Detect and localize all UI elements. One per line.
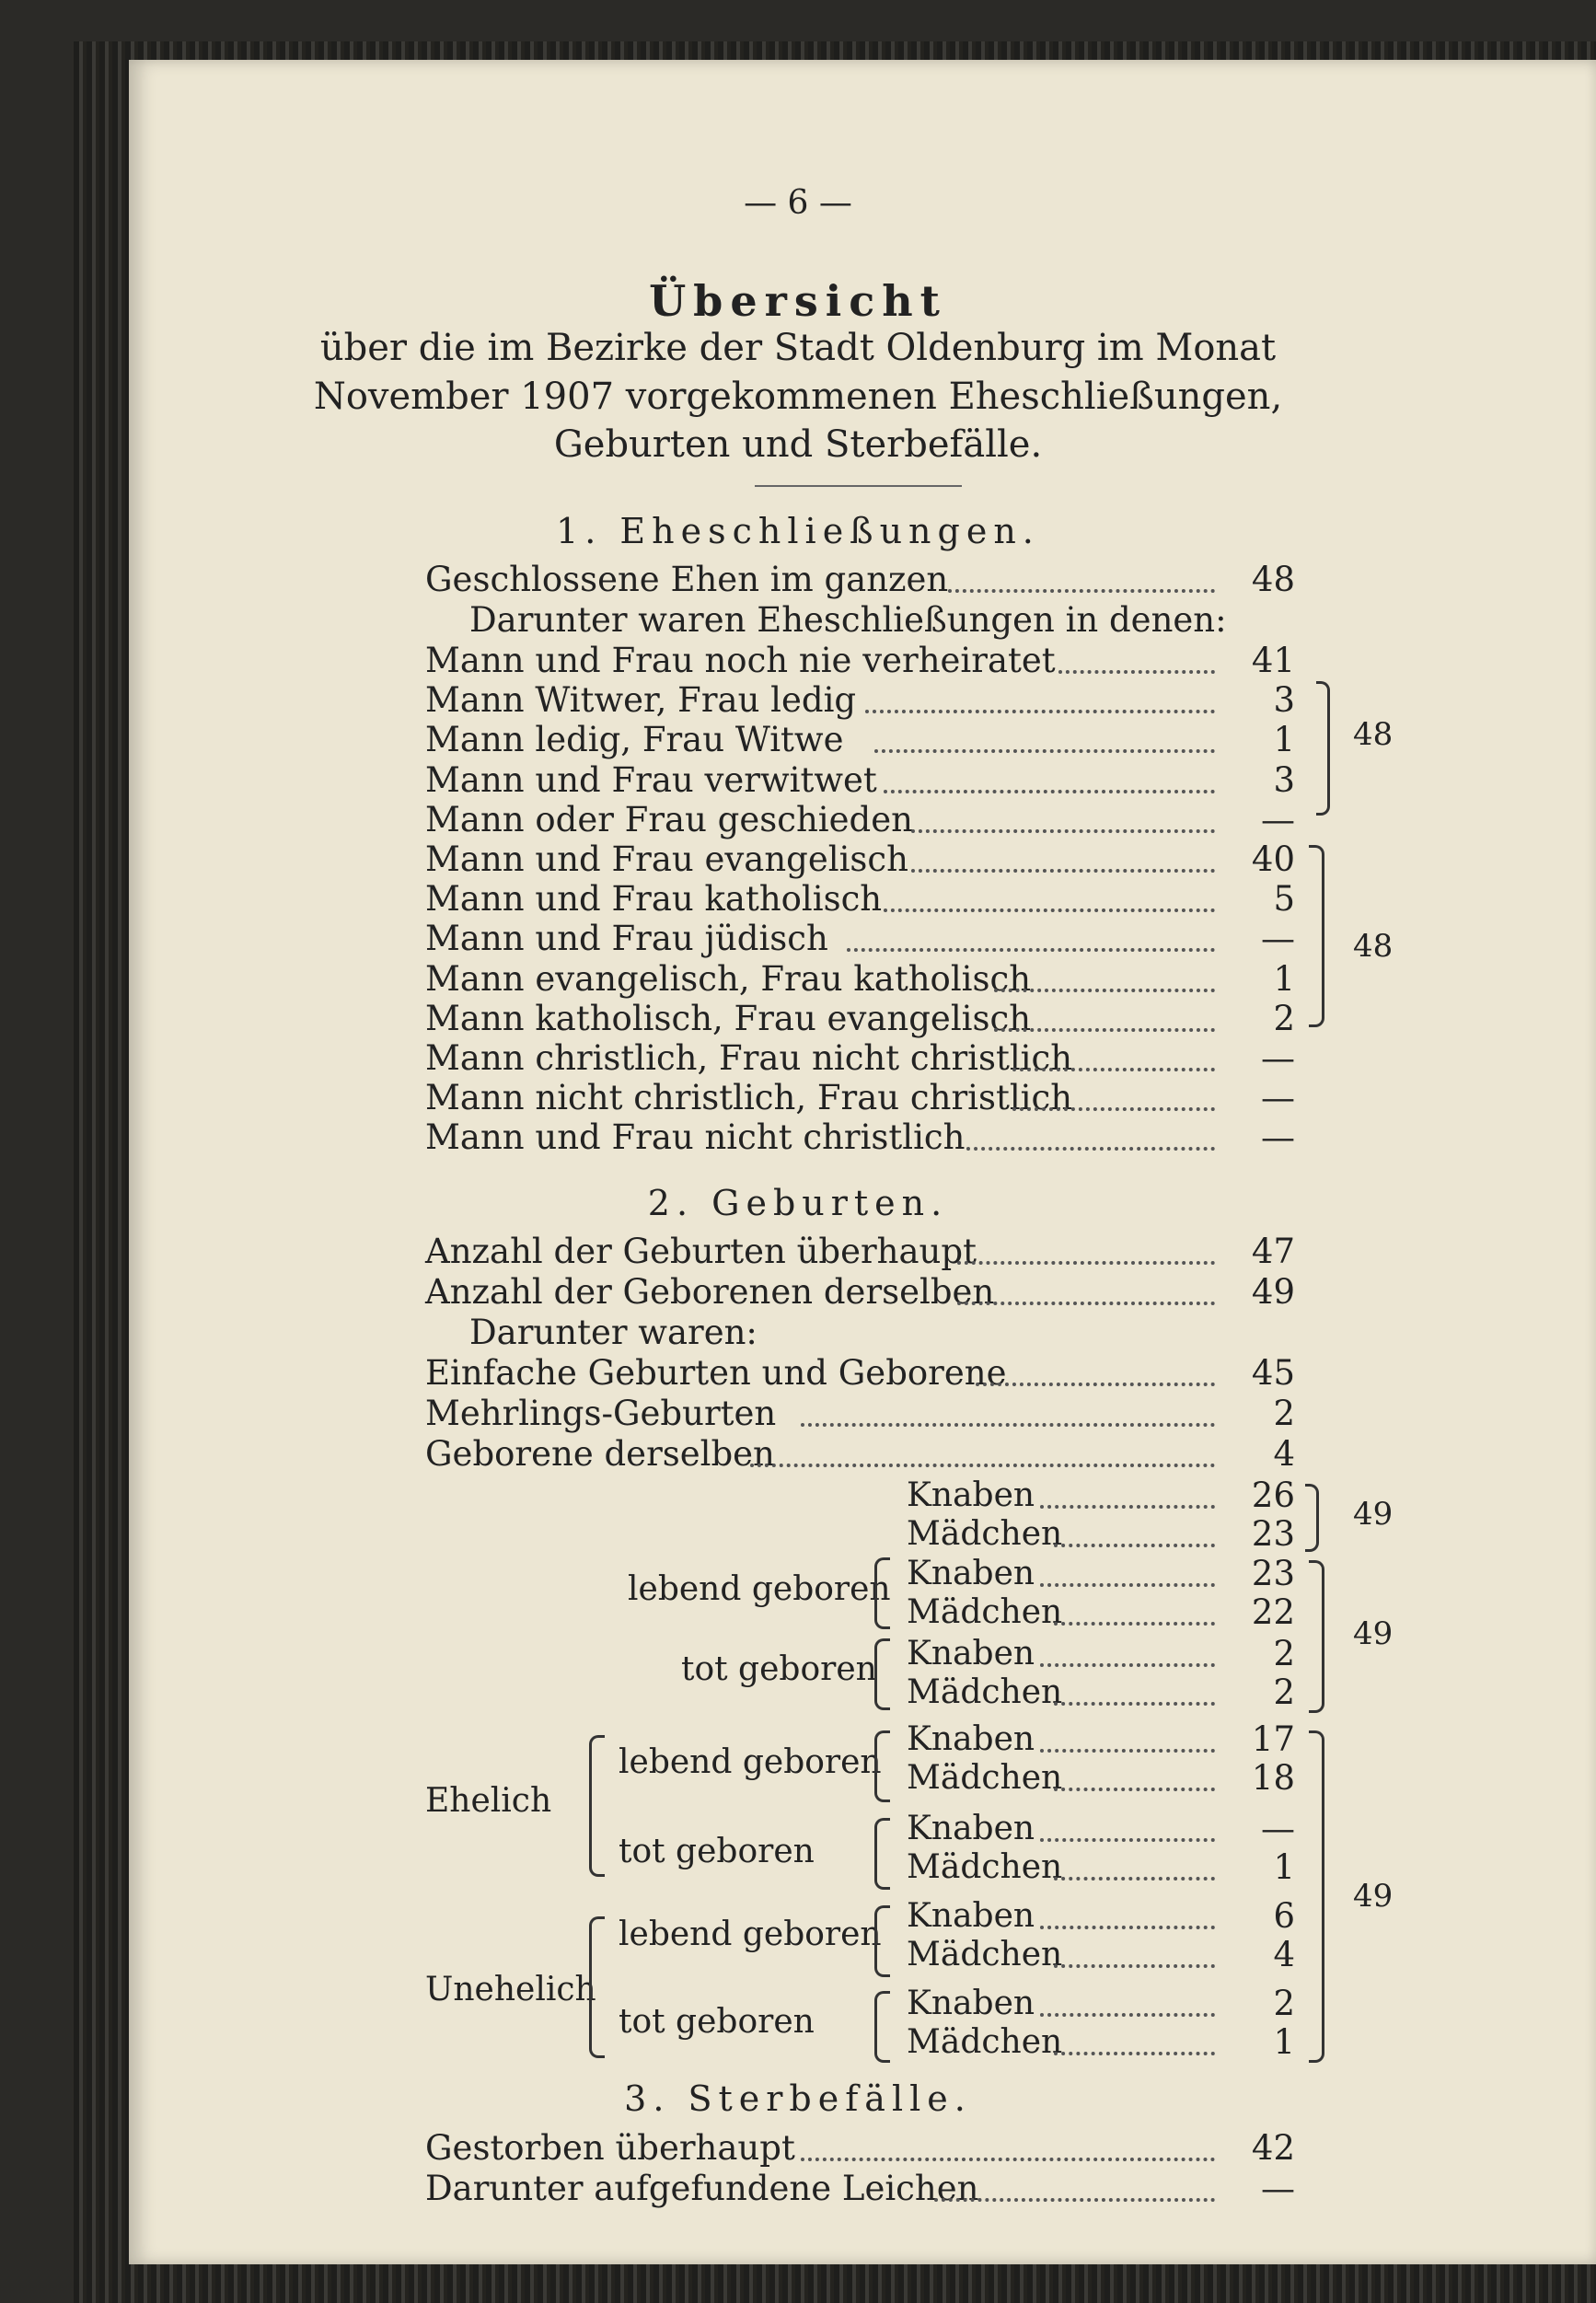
dot-leader	[847, 920, 1215, 952]
deaths-total-value: 42	[1251, 2128, 1295, 2168]
subtitle-line-3: Geburten und Sterbefälle.	[553, 423, 1043, 466]
sex-boys-label: Knaben	[907, 1476, 1035, 1514]
dot-leader	[1040, 1477, 1215, 1509]
illegit-alive-girls-value: 4	[1273, 1935, 1295, 1974]
found-bodies-label: Darunter aufgefundene Leichen	[425, 2169, 979, 2208]
marriage-row-value: 1	[1273, 720, 1295, 759]
dot-leader	[911, 802, 1215, 833]
brace-left	[589, 1735, 605, 1877]
brace-left	[874, 1557, 890, 1629]
single-births-value: 45	[1251, 1353, 1295, 1393]
illegit-alive-boys-value: 6	[1273, 1896, 1295, 1936]
dot-leader	[1040, 1636, 1215, 1667]
marriage-row-value: 41	[1251, 641, 1295, 680]
dot-leader	[884, 881, 1215, 912]
births-total-value: 47	[1251, 1232, 1295, 1271]
marriages-group-total-1: 48	[1353, 716, 1394, 753]
born-total-label: Anzahl der Geborenen derselben	[425, 1272, 995, 1312]
legit-stillborn-girls-label: Mädchen	[907, 1848, 1063, 1886]
brace-left	[589, 1916, 605, 2058]
sex-girls-label: Mädchen	[907, 1515, 1063, 1553]
illegit-stillborn-boys-label: Knaben	[907, 1985, 1035, 2022]
dot-leader	[1054, 1516, 1215, 1547]
brace-right	[1309, 1560, 1324, 1713]
brace-right	[1316, 681, 1330, 816]
dot-leader	[750, 1436, 1215, 1467]
brace-left	[874, 1730, 890, 1802]
legit-alive-label: lebend geboren	[619, 1743, 882, 1781]
marriage-row-label: Mann ledig, Frau Witwe	[425, 720, 844, 759]
marriage-row-value: 5	[1273, 879, 1295, 919]
dot-leader	[801, 2130, 1215, 2161]
dot-leader	[865, 682, 1215, 713]
dot-leader	[911, 841, 1215, 873]
stillborn-label: tot geboren	[681, 1650, 877, 1688]
marriages-total-label: Geschlossene Ehen im ganzen	[425, 560, 949, 599]
legit-stillborn-girls-value: 1	[1273, 1847, 1295, 1887]
legit-stillborn-boys-value: —	[1261, 1809, 1295, 1848]
title-divider	[755, 485, 962, 487]
dot-leader	[801, 1395, 1215, 1427]
dot-leader	[994, 1001, 1215, 1032]
alive-born-label: lebend geboren	[628, 1570, 891, 1608]
alive-girls-value: 22	[1251, 1592, 1295, 1632]
marriage-row-label: Mann und Frau katholisch	[425, 879, 883, 919]
births-group-total-3: 49	[1353, 1878, 1394, 1915]
marriage-row-value: —	[1261, 1038, 1295, 1078]
multiple-born-value: 4	[1273, 1434, 1295, 1474]
births-group-total-1: 49	[1353, 1496, 1394, 1533]
multiple-births-label: Mehrlings-Geburten	[425, 1394, 777, 1433]
dot-leader	[1040, 1985, 1215, 2017]
dot-leader	[1054, 1937, 1215, 1968]
illegit-alive-girls-label: Mädchen	[907, 1936, 1063, 1973]
dot-leader	[1040, 1898, 1215, 1929]
found-bodies-value: —	[1261, 2169, 1295, 2208]
marriage-row-value: 1	[1273, 959, 1295, 999]
sex-boys-value: 26	[1251, 1476, 1295, 1515]
legit-stillborn-label: tot geboren	[619, 1833, 815, 1870]
brace-left	[874, 1991, 890, 2063]
brace-right	[1309, 845, 1324, 1027]
single-births-label: Einfache Geburten und Geborene	[425, 1353, 1007, 1393]
illegitimate-label: Unehelich	[425, 1971, 596, 2008]
births-intro: Darunter waren:	[469, 1313, 758, 1352]
stillborn-boys-value: 2	[1273, 1634, 1295, 1673]
illegit-alive-boys-label: Knaben	[907, 1897, 1035, 1935]
dot-leader	[1054, 1674, 1215, 1706]
dot-leader	[1058, 642, 1215, 674]
legit-alive-boys-value: 17	[1251, 1719, 1295, 1759]
dot-leader	[1040, 1721, 1215, 1753]
legit-alive-boys-label: Knaben	[907, 1720, 1035, 1758]
dot-leader	[1054, 1594, 1215, 1626]
dot-leader	[1054, 1849, 1215, 1881]
marriage-row-label: Mann und Frau evangelisch	[425, 839, 908, 879]
births-total-label: Anzahl der Geburten überhaupt	[425, 1232, 977, 1271]
alive-girls-label: Mädchen	[907, 1593, 1063, 1631]
marriage-row-label: Mann und Frau noch nie verheiratet	[425, 641, 1056, 680]
illegit-stillborn-boys-value: 2	[1273, 1984, 1295, 2023]
marriage-row-label: Mann und Frau verwitwet	[425, 760, 877, 800]
marriage-row-label: Mann katholisch, Frau evangelisch	[425, 999, 1032, 1038]
subtitle-line-2: November 1907 vorgekommenen Eheschließungen,	[313, 376, 1283, 418]
page-number: — 6 —	[744, 184, 852, 222]
section-heading-deaths: 3. Sterbefälle.	[624, 2078, 972, 2119]
illegit-alive-label: lebend geboren	[619, 1915, 882, 1953]
marriage-row-value: 3	[1273, 760, 1295, 800]
marriage-row-value: —	[1261, 919, 1295, 958]
dot-leader	[994, 961, 1215, 992]
page-title: Übersicht	[649, 276, 947, 326]
alive-boys-value: 23	[1251, 1554, 1295, 1593]
marriage-row-value: —	[1261, 1078, 1295, 1117]
dot-leader	[1012, 1080, 1215, 1111]
dot-leader	[1054, 1760, 1215, 1791]
multiple-births-value: 2	[1273, 1394, 1295, 1433]
marriage-row-label: Mann oder Frau geschieden	[425, 800, 913, 839]
dot-leader	[976, 1355, 1215, 1386]
dot-leader	[1040, 1556, 1215, 1587]
marriage-row-label: Mann evangelisch, Frau katholisch	[425, 959, 1032, 999]
marriage-row-label: Mann nicht christlich, Frau christlich	[425, 1078, 1073, 1117]
brace-left	[874, 1638, 890, 1710]
stillborn-boys-label: Knaben	[907, 1635, 1035, 1672]
brace-right	[1305, 1484, 1319, 1552]
marriages-total-value: 48	[1251, 560, 1295, 599]
marriage-row-value: 40	[1251, 839, 1295, 879]
brace-left	[874, 1905, 890, 1977]
stillborn-girls-label: Mädchen	[907, 1673, 1063, 1711]
dot-leader	[934, 2170, 1215, 2202]
illegit-stillborn-label: tot geboren	[619, 2003, 815, 2041]
marriage-row-value: —	[1261, 1117, 1295, 1157]
dot-leader	[1012, 1040, 1215, 1071]
marriage-row-label: Mann und Frau jüdisch	[425, 919, 828, 958]
dot-leader	[1040, 1811, 1215, 1842]
section-heading-marriages: 1. Eheschließungen.	[556, 511, 1040, 551]
dot-leader	[957, 1274, 1215, 1305]
marriage-row-label: Mann und Frau nicht christlich	[425, 1117, 966, 1157]
marriages-intro: Darunter waren Eheschließungen in denen:	[469, 600, 1227, 640]
dot-leader	[1054, 2024, 1215, 2055]
dot-leader	[884, 762, 1215, 793]
legitimate-label: Ehelich	[425, 1782, 552, 1820]
marriage-row-label: Mann Witwer, Frau ledig	[425, 680, 857, 720]
born-total-value: 49	[1251, 1272, 1295, 1312]
stillborn-girls-value: 2	[1273, 1672, 1295, 1712]
illegit-stillborn-girls-label: Mädchen	[907, 2023, 1063, 2061]
legit-stillborn-boys-label: Knaben	[907, 1810, 1035, 1847]
legit-alive-girls-label: Mädchen	[907, 1759, 1063, 1797]
sex-girls-value: 23	[1251, 1514, 1295, 1554]
marriage-row-value: —	[1261, 800, 1295, 839]
brace-left	[874, 1818, 890, 1890]
subtitle-line-1: über die im Bezirke der Stadt Oldenburg im Monat	[319, 327, 1277, 369]
marriage-row-value: 3	[1273, 680, 1295, 720]
dot-leader	[948, 561, 1215, 593]
multiple-born-label: Geborene derselben	[425, 1434, 775, 1474]
dot-leader	[874, 722, 1215, 753]
dot-leader	[957, 1233, 1215, 1265]
births-group-total-2: 49	[1353, 1615, 1394, 1652]
alive-boys-label: Knaben	[907, 1555, 1035, 1592]
legit-alive-girls-value: 18	[1251, 1758, 1295, 1798]
marriage-row-value: 2	[1273, 999, 1295, 1038]
marriage-row-label: Mann christlich, Frau nicht christlich	[425, 1038, 1073, 1078]
section-heading-births: 2. Geburten.	[647, 1183, 949, 1223]
illegit-stillborn-girls-value: 1	[1273, 2022, 1295, 2062]
marriages-group-total-2: 48	[1353, 928, 1394, 965]
brace-right	[1309, 1730, 1324, 2063]
dot-leader	[966, 1119, 1215, 1151]
deaths-total-label: Gestorben überhaupt	[425, 2128, 795, 2168]
